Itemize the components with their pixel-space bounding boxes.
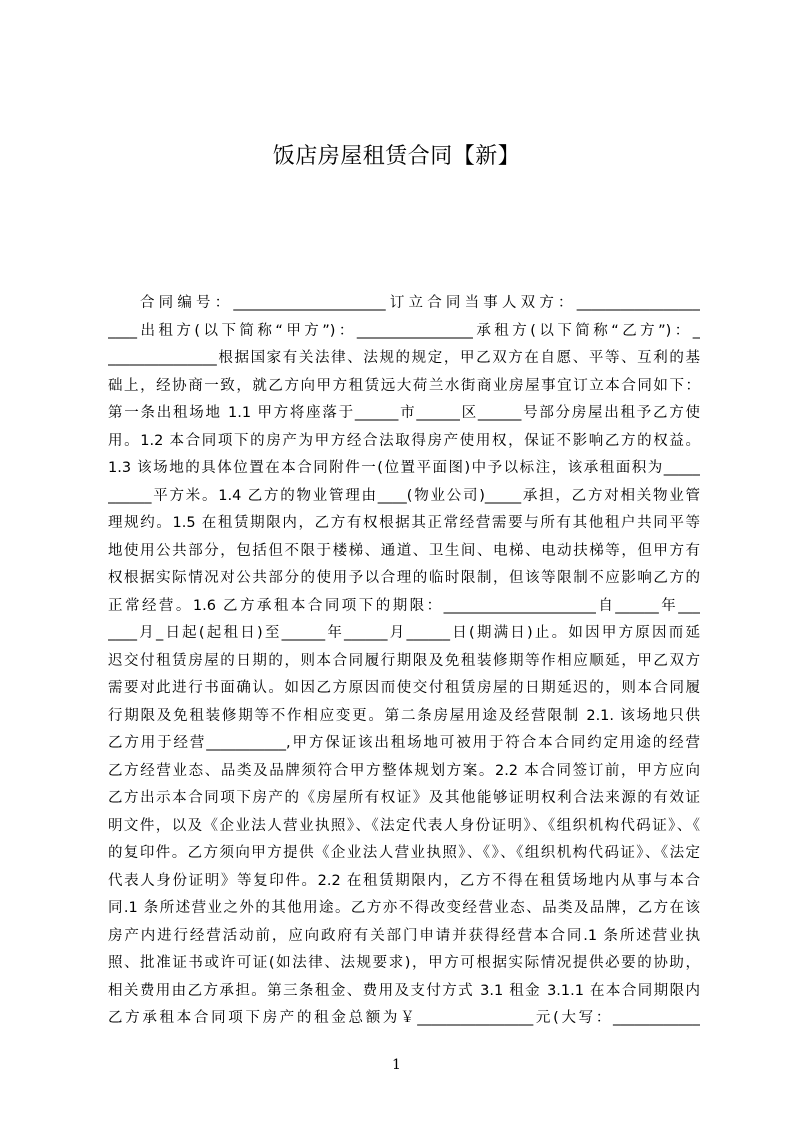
text-line: 理规约。1.5 在租赁期限内，乙方有权根据其正常经营需要与所有其他租户共同平等: [108, 515, 700, 531]
text-line: 础上，经协商一致，就乙方向甲方租赁远大荷兰水街商业房屋事宜订立本合同如下：: [108, 377, 700, 394]
text-line: 合同编号：_____________________订立合同当事人双方：_________________: [140, 295, 700, 311]
text-line: 乙方承租本合同项下房产的租金总额为￥________________元(大写：____________: [108, 1010, 700, 1026]
text-line: 用。1.2 本合同项下的房产为甲方经合法取得房产使用权，保证不影响乙方的权益。: [108, 432, 700, 449]
text-line: ____出租方(以下简称“甲方”)：________________承租方(以下简称“乙方”)：_: [108, 322, 700, 339]
text-line: ______平方米。1.4 乙方的物业管理由____(物业公司)_____承担，乙方对相关物业管: [108, 487, 700, 504]
text-line: 需要对此进行书面确认。如因乙方原因而使交付租赁房屋的日期延迟的，则本合同履: [108, 680, 700, 696]
contract-body: [108, 290, 700, 1033]
text-line: 第一条出租场地 1.1 甲方将座落于______市______区______号部分房屋出租予乙方使: [108, 405, 700, 421]
text-line: 相关费用由乙方承担。第三条租金、费用及支付方式 3.1 租金 3.1.1 在本合同期限内: [108, 982, 700, 999]
text-line: 乙方用于经营___________,甲方保证该出租场地可被用于符合本合同约定用途的经营: [108, 735, 700, 751]
text-line: 的复印件。乙方须向甲方提供《企业法人营业执照》、《》、《组织机构代码证》、《法定: [108, 845, 700, 861]
text-line: 代表人身份证明》等复印件。2.2 在租赁期限内，乙方不得在租赁场地内从事与本合: [108, 872, 700, 889]
document-title: 饭店房屋租赁合同【新】: [272, 144, 521, 169]
text-line: 1.3 该场地的具体位置在本合同附件一(位置平面图)中予以标注，该承租面积为_____: [108, 460, 700, 476]
text-line: ____月_日起(起租日)至______年______月______日(期满日)止。如因甲方原因而延: [108, 625, 700, 641]
text-line: 房产内进行经营活动前，应向政府有关部门申请并获得经营本合同.1 条所述营业执: [108, 927, 700, 944]
text-line: 正常经营。1.6 乙方承租本合同项下的期限：_____________________自______年___: [108, 597, 700, 614]
text-line: 行期限及免租装修期等不作相应变更。第二条房屋用途及经营限制 2.1. 该场地只供: [108, 707, 700, 724]
text-line: 地使用公共部分，包括但不限于楼梯、通道、卫生间、电梯、电动扶梯等，但甲方有: [108, 542, 700, 559]
text-line: 同.1 条所述营业之外的其他用途。乙方亦不得改变经营业态、品类及品牌，乙方在该: [108, 900, 700, 916]
text-line: _______________根据国家有关法律、法规的规定，甲乙双方在自愿、平等、互利的基: [108, 350, 700, 366]
text-line: 明文件，以及《企业法人营业执照》、《法定代表人身份证明》、《组织机构代码证》、《: [108, 817, 700, 834]
page-number: 1: [392, 1057, 401, 1073]
text-line: 迟交付租赁房屋的日期的，则本合同履行期限及免租装修期等作相应顺延，甲乙双方: [108, 652, 700, 669]
text-line: 权根据实际情况对公共部分的使用予以合理的临时限制，但该等限制不应影响乙方的: [108, 570, 700, 586]
text-line: 乙方出示本合同项下房产的《房屋所有权证》及其他能够证明权利合法来源的有效证: [108, 790, 700, 806]
text-line: 乙方经营业态、品类及品牌须符合甲方整体规划方案。2.2 本合同签订前，甲方应向: [108, 762, 700, 779]
text-line: 照、批准证书或许可证(如法律、法规要求)，甲方可根据实际情况提供必要的协助，: [108, 955, 700, 971]
